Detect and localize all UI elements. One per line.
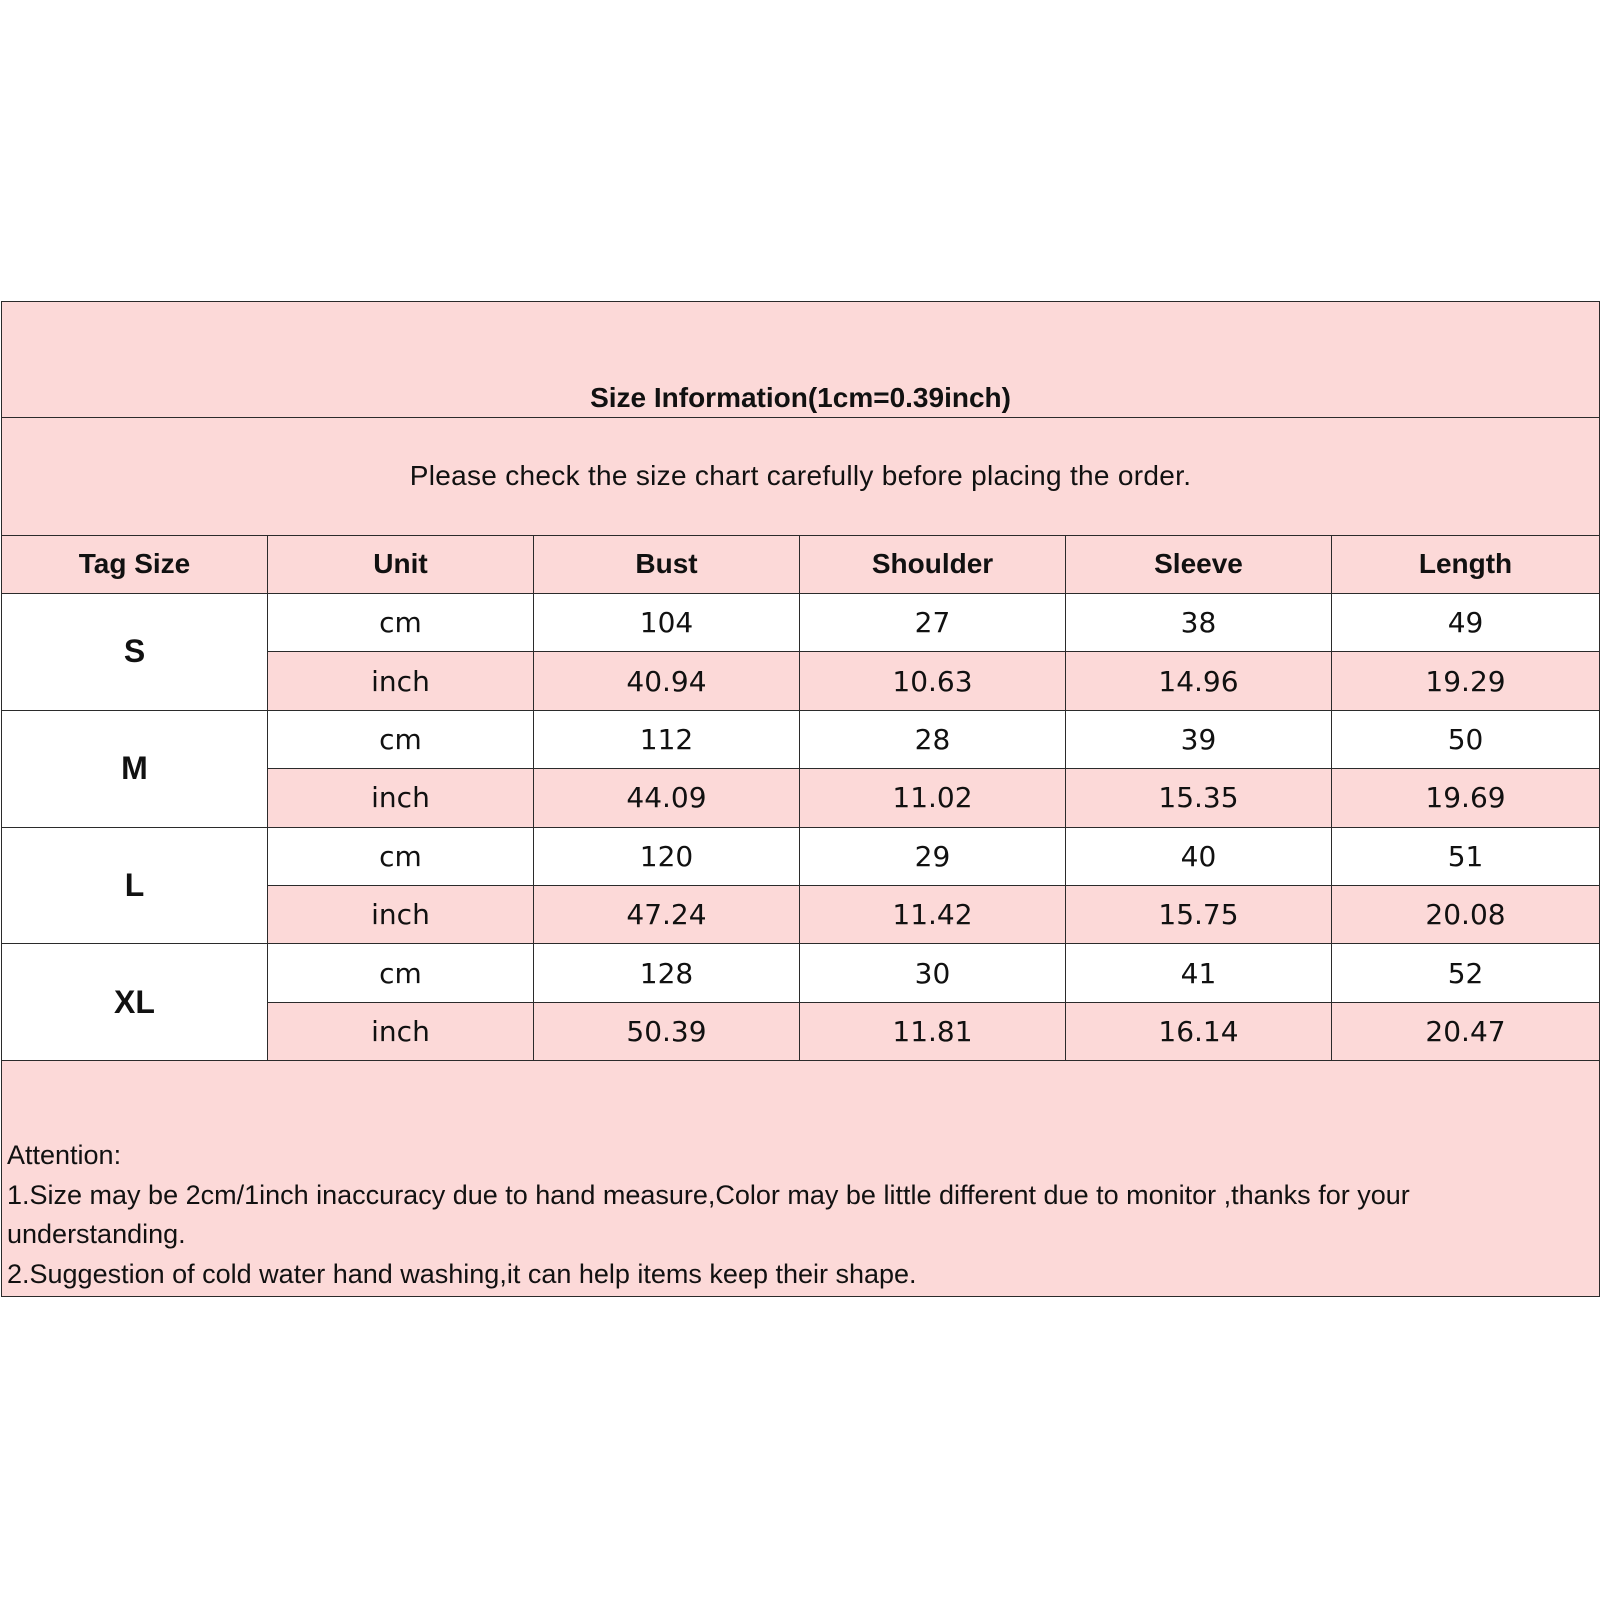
bust-value: 47.24: [534, 886, 800, 944]
bust-value: 112: [534, 710, 800, 768]
unit-cell: cm: [268, 594, 534, 652]
unit-cell: inch: [268, 769, 534, 827]
unit-cell: inch: [268, 886, 534, 944]
bust-value: 44.09: [534, 769, 800, 827]
tag-size-l: L: [2, 827, 268, 944]
sleeve-value: 14.96: [1066, 652, 1332, 710]
unit-cell: cm: [268, 710, 534, 768]
size-chart-body: [2, 302, 1600, 1297]
note-line-1: 1.Size may be 2cm/1inch inaccuracy due to hand measure,Color may be little different due to monitor ,thanks for your understanding.: [7, 1179, 1410, 1249]
shoulder-value: 29: [800, 827, 1066, 885]
length-value: 19.29: [1332, 652, 1600, 710]
length-value: 52: [1332, 944, 1600, 1002]
bust-value: 104: [534, 594, 800, 652]
sleeve-value: 16.14: [1066, 1002, 1332, 1060]
chart-title: [2, 302, 1600, 418]
table-row-m-cm: [2, 710, 1600, 768]
sleeve-value: 41: [1066, 944, 1332, 1002]
shoulder-value: 30: [800, 944, 1066, 1002]
note-line-2: 2.Suggestion of cold water hand washing,it can help items keep their shape.: [7, 1258, 917, 1289]
tag-size-m: M: [2, 710, 268, 827]
title-row: [2, 302, 1600, 418]
header-sleeve: Sleeve: [1066, 535, 1332, 593]
chart-subtitle: Please check the size chart carefully before placing the order.: [2, 417, 1600, 535]
table-row-l-cm: [2, 827, 1600, 885]
unit-cell: inch: [268, 652, 534, 710]
notes-content: [2, 1136, 1599, 1296]
header-shoulder: Shoulder: [800, 535, 1066, 593]
shoulder-value: 11.81: [800, 1002, 1066, 1060]
length-value: 19.69: [1332, 769, 1600, 827]
table-row-xl-cm: [2, 944, 1600, 1002]
shoulder-value: 10.63: [800, 652, 1066, 710]
sleeve-value: 39: [1066, 710, 1332, 768]
sleeve-value: 15.75: [1066, 886, 1332, 944]
length-value: 50: [1332, 710, 1600, 768]
bust-value: 128: [534, 944, 800, 1002]
tag-size-s: S: [2, 594, 268, 711]
bust-value: 40.94: [534, 652, 800, 710]
sleeve-value: 40: [1066, 827, 1332, 885]
size-chart-table: [1, 301, 1600, 1297]
length-value: 20.47: [1332, 1002, 1600, 1060]
length-value: 20.08: [1332, 886, 1600, 944]
length-value: 49: [1332, 594, 1600, 652]
length-value: 51: [1332, 827, 1600, 885]
bust-value: 50.39: [534, 1002, 800, 1060]
unit-cell: cm: [268, 944, 534, 1002]
header-bust: Bust: [534, 535, 800, 593]
header-tag-size: Tag Size: [2, 535, 268, 593]
header-row: [2, 535, 1600, 593]
subtitle-row: [2, 417, 1600, 535]
unit-cell: cm: [268, 827, 534, 885]
shoulder-value: 11.02: [800, 769, 1066, 827]
attention-notes: [2, 1061, 1600, 1297]
unit-cell: inch: [268, 1002, 534, 1060]
attention-heading: Attention:: [7, 1140, 122, 1170]
sleeve-value: 15.35: [1066, 769, 1332, 827]
table-row-s-cm: [2, 594, 1600, 652]
notes-row: [2, 1061, 1600, 1297]
shoulder-value: 28: [800, 710, 1066, 768]
chart-title-text: Size Information(1cm=0.39inch): [590, 381, 1011, 413]
shoulder-value: 11.42: [800, 886, 1066, 944]
header-unit: Unit: [268, 535, 534, 593]
sleeve-value: 38: [1066, 594, 1332, 652]
header-length: Length: [1332, 535, 1600, 593]
tag-size-xl: XL: [2, 944, 268, 1061]
shoulder-value: 27: [800, 594, 1066, 652]
bust-value: 120: [534, 827, 800, 885]
